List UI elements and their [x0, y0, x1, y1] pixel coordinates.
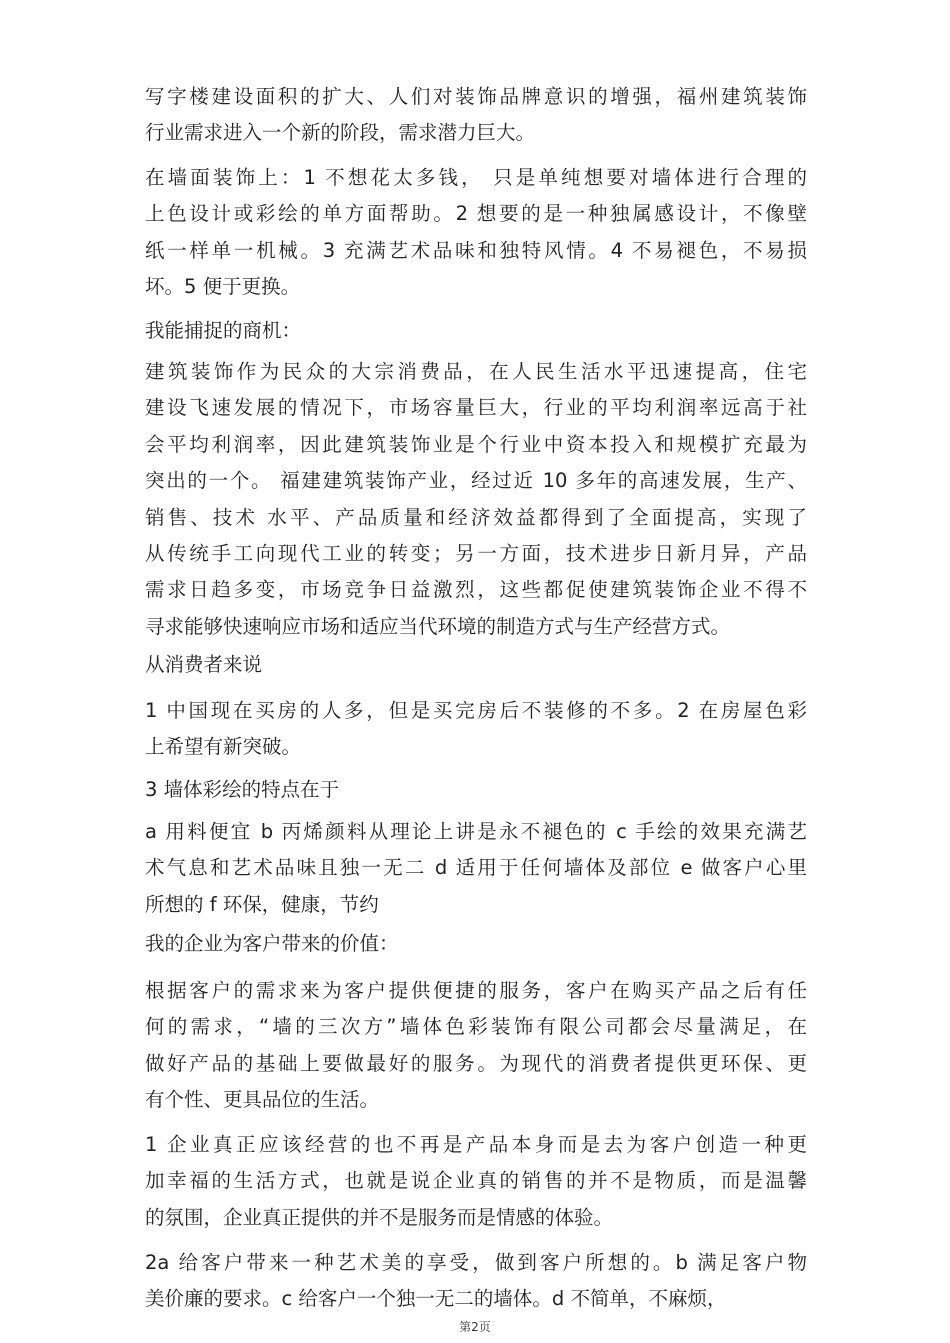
text-line: 从传统手工向现代工业的转变；另一方面，技术进步日新月异，产品	[145, 541, 807, 565]
text-line: 我能捕捉的商机：	[145, 319, 302, 342]
paragraph	[145, 354, 807, 645]
text-line: 2a 给客户带来一种艺术美的享受，做到客户所想的。b 满足客户物	[145, 1251, 807, 1274]
paragraph	[145, 772, 807, 808]
text-line: 美价廉的要求。c 给客户一个独一无二的墙体。d 不简单，不麻烦，	[145, 1287, 727, 1311]
text-line: 何的需求，“墙的三次方”墙体色彩装饰有限公司都会尽量满足，在	[145, 1015, 807, 1039]
paragraph	[145, 973, 807, 1119]
paragraph	[145, 814, 807, 923]
text-line: a 用料便宜 b 丙烯颜料从理论上讲是永不褪色的 c 手绘的效果充满艺	[145, 820, 807, 843]
text-line: 建设飞速发展的情况下，市场容量巨大，行业的平均利润率远高于社	[145, 396, 807, 420]
paragraph	[145, 647, 807, 683]
text-line: 我的企业为客户带来的价值：	[145, 932, 399, 955]
text-line: 行业需求进入一个新的阶段，需求潜力巨大。	[145, 121, 536, 145]
text-line: 的氛围，企业真正提供的并不是服务而是情感的体验。	[145, 1205, 614, 1229]
text-line: 坏。5 便于更换。	[145, 275, 301, 299]
paragraph	[145, 313, 807, 349]
paragraph	[145, 79, 807, 152]
text-line: 在墙面装饰上：1 不想花太多钱， 只是单纯想要对墙体进行合理的	[145, 166, 807, 189]
text-line: 会平均利润率，因此建筑装饰业是个行业中资本投入和规模扩充最为	[145, 432, 807, 456]
text-line: 所想的 f 环保，健康，节约	[145, 892, 379, 916]
text-line: 突出的一个。 福建建筑装饰产业，经过近 10 多年的高速发展，生产、	[145, 469, 807, 493]
text-line: 3 墙体彩绘的特点在于	[145, 778, 340, 801]
text-line: 上希望有新突破。	[145, 735, 302, 759]
text-line: 建筑装饰作为民众的大宗消费品，在人民生活水平迅速提高，住宅	[145, 360, 807, 383]
text-line: 写字楼建设面积的扩大、人们对装饰品牌意识的增强，福州建筑装饰	[145, 85, 807, 108]
text-line: 寻求能够快速响应市场和适应当代环境的制造方式与生产经营方式。	[145, 614, 731, 638]
text-line: 做好产品的基础上要做最好的服务。为现代的消费者提供更环保、更	[145, 1051, 807, 1075]
paragraph	[145, 160, 807, 306]
paragraph	[145, 1127, 807, 1236]
text-line: 1 企业真正应该经营的也不再是产品本身而是去为客户创造一种更	[145, 1133, 807, 1156]
text-line: 上色设计或彩绘的单方面帮助。2 想要的是一种独属感设计，不像壁	[145, 202, 807, 226]
text-line: 销售、技术 水平、产品质量和经济效益都得到了全面提高，实现了	[145, 505, 807, 529]
paragraph	[145, 1245, 807, 1318]
paragraph	[145, 926, 807, 962]
text-line: 从消费者来说	[145, 653, 263, 676]
text-line: 有个性、更具品位的生活。	[145, 1088, 380, 1112]
text-line: 术气息和艺术品味且独一无二 d 适用于任何墙体及部位 e 做客户心里	[145, 856, 807, 880]
text-line: 纸一样单一机械。3 充满艺术品味和独特风情。4 不易褪色，不易损	[145, 238, 807, 262]
paragraph	[145, 693, 807, 766]
text-line: 需求日趋多变，市场竞争日益激烈，这些都促使建筑装饰企业不得不	[145, 578, 807, 602]
text-line: 根据客户的需求来为客户提供便捷的服务，客户在购买产品之后有任	[145, 979, 807, 1002]
text-line: 加幸福的生活方式，也就是说企业真的销售的并不是物质，而是温馨	[145, 1169, 807, 1193]
text-line: 1 中国现在买房的人多，但是买完房后不装修的不多。2 在房屋色彩	[145, 699, 807, 722]
page-number: 第2页	[459, 1320, 491, 1334]
